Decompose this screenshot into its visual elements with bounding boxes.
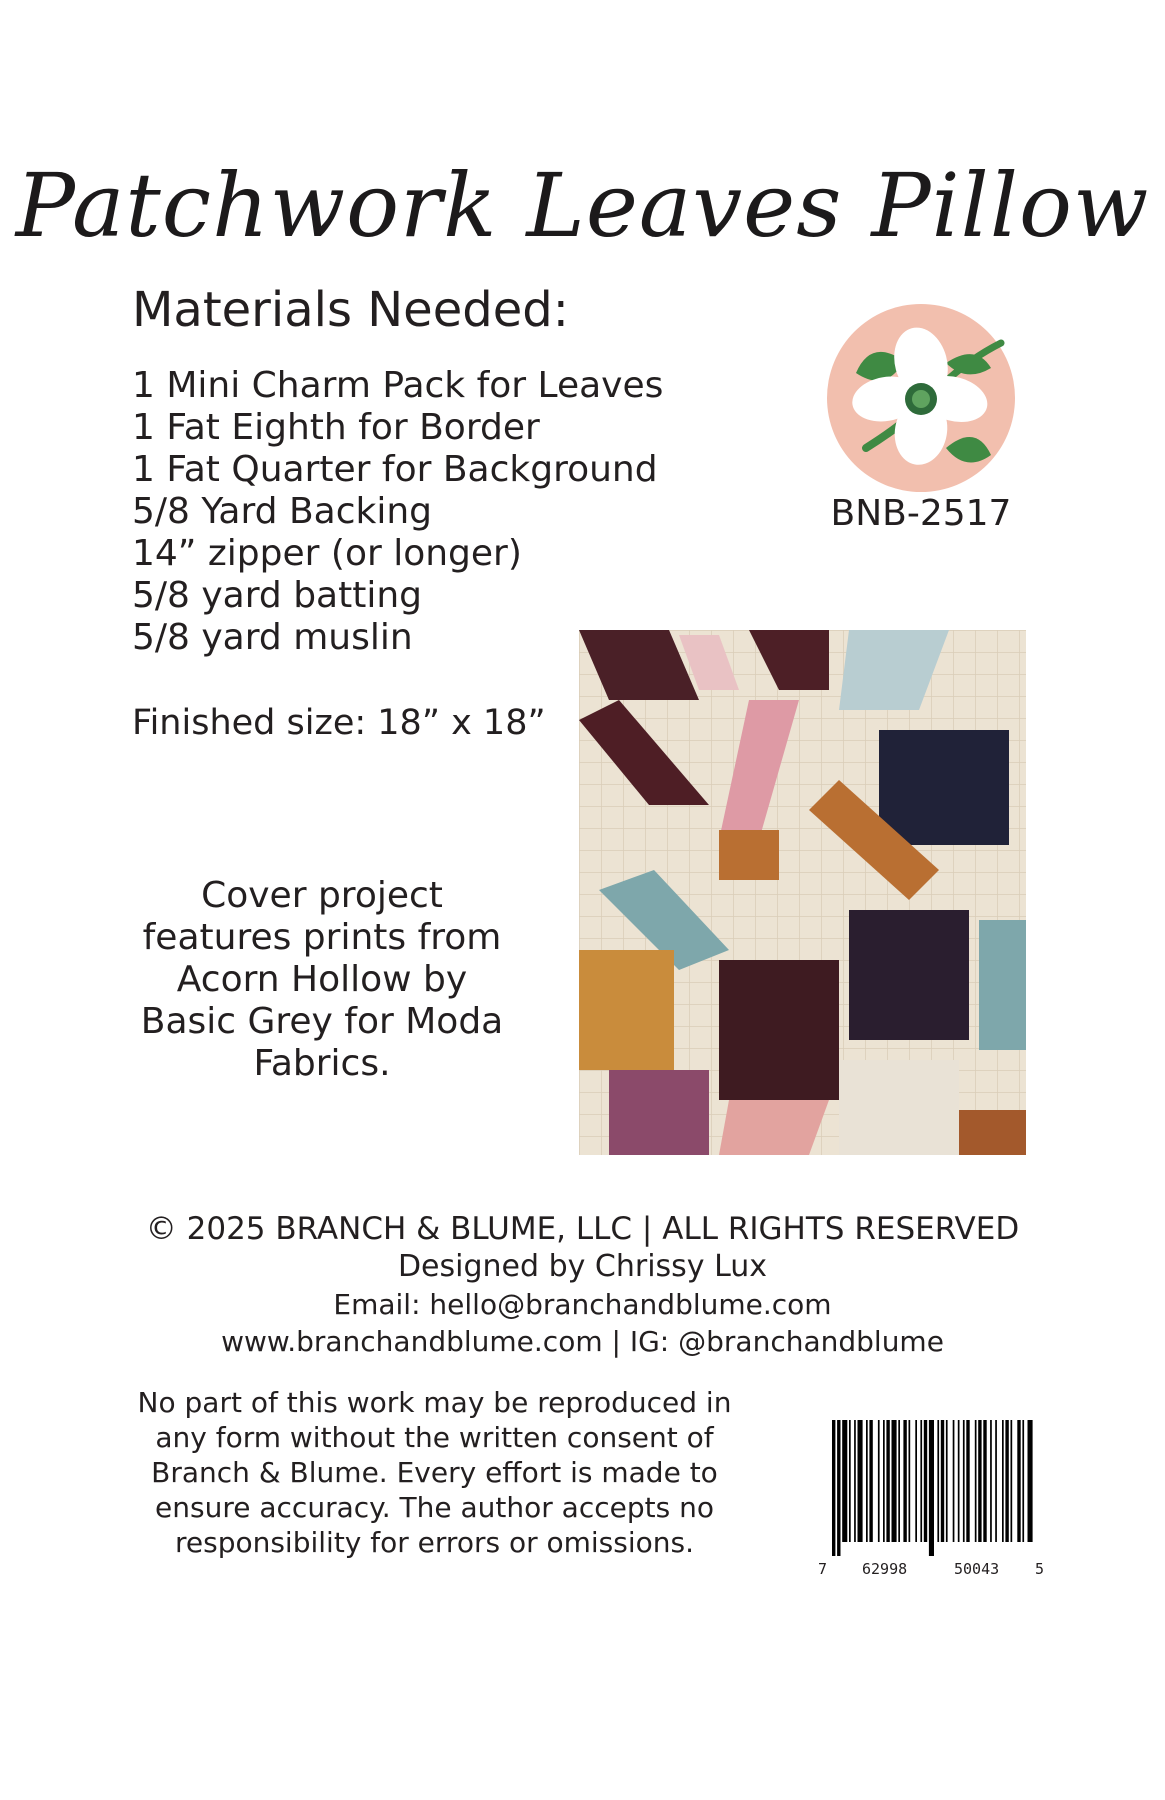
barcode-bar [1017,1420,1020,1542]
barcode-bar [886,1420,889,1542]
barcode-bar [869,1420,872,1542]
materials-item: 1 Fat Quarter for Background [132,449,658,490]
cover-note-line: Acorn Hollow by [176,959,468,1000]
cover-note [112,875,532,1085]
barcode-bar [832,1420,835,1556]
cover-note-line: Basic Grey for Moda [140,1001,504,1042]
barcode-bar [975,1420,977,1542]
barcode-bar [1005,1420,1008,1542]
upc-barcode [818,1418,1048,1582]
barcode-bar [1028,1420,1033,1542]
barcode-bar [995,1420,997,1542]
footer [0,1210,1165,1360]
finished-size: Finished size: 18” x 18” [132,703,546,743]
materials-heading: Materials Needed: [132,282,569,338]
barcode-bar [858,1420,863,1542]
barcode-bar [983,1420,986,1542]
barcode-bar [963,1420,965,1542]
barcode-bar [883,1420,885,1542]
barcode-bar [958,1420,960,1542]
barcode-digit: 62998 [862,1560,908,1578]
barcode-bar [966,1420,969,1542]
materials-list [132,365,663,659]
barcode-bar [953,1420,955,1542]
disclaimer-line: any form without the written consent of [155,1421,714,1454]
materials-item: 5/8 Yard Backing [132,491,433,532]
barcode-bar [878,1420,880,1542]
materials-item: 1 Fat Eighth for Border [132,407,540,448]
barcode-digit: 7 [818,1560,828,1578]
copyright: © 2025 BRANCH & BLUME, LLC | ALL RIGHTS RESERVED [145,1211,1020,1247]
disclaimer [122,1385,747,1560]
barcode-bar [1011,1420,1013,1542]
barcode-bar [937,1420,939,1542]
disclaimer-line: Branch & Blume. Every effort is made to [151,1456,718,1489]
barcode-bar [929,1420,934,1556]
barcode-bar [849,1420,851,1542]
pattern-sku: BNB-2517 [830,493,1012,534]
barcode-bar [978,1420,981,1542]
barcode-bar [854,1420,856,1542]
barcode-bar [924,1420,927,1542]
barcode-digit: 5 [1035,1560,1045,1578]
barcode-bar [842,1420,847,1542]
barcode-bar [909,1420,911,1542]
cover-note-line: features prints from [142,917,502,958]
barcode-bar [915,1420,917,1542]
disclaimer-line: ensure accuracy. The author accepts no [155,1491,714,1524]
barcode-bar [990,1420,992,1542]
barcode-bar [1002,1420,1004,1542]
barcode-bar [1022,1420,1024,1542]
pattern-title: Patchwork Leaves Pillow [15,153,1150,257]
website-link[interactable]: www.branchandblume.com | IG: @branchandblume [221,1325,944,1358]
barcode-bar [892,1420,897,1542]
cover-note-line: Fabrics. [253,1043,391,1084]
disclaimer-line: responsibility for errors or omissions. [174,1526,694,1559]
designer: Designed by Chrissy Lux [397,1249,768,1284]
barcode-digit: 50043 [954,1560,1000,1578]
cover-note-line: Cover project [201,875,443,916]
quilted-pillow-photo [579,630,1026,1155]
materials-item: 1 Mini Charm Pack for Leaves [132,365,664,406]
materials-item: 5/8 yard batting [132,575,423,616]
barcode-bar [903,1420,906,1542]
barcode-bar [941,1420,944,1542]
barcode-bar [898,1420,900,1542]
materials-item: 14” zipper (or longer) [132,533,522,574]
barcode-bar [946,1420,948,1542]
barcode-bar [837,1420,840,1556]
contact-email[interactable]: Email: hello@branchandblume.com [333,1288,832,1321]
disclaimer-line: No part of this work may be reproduced in [137,1386,732,1419]
materials-item: 5/8 yard muslin [132,617,413,658]
dogwood-flower-logo-icon [826,303,1016,493]
barcode-bar [866,1420,868,1542]
barcode-bar [920,1420,922,1542]
